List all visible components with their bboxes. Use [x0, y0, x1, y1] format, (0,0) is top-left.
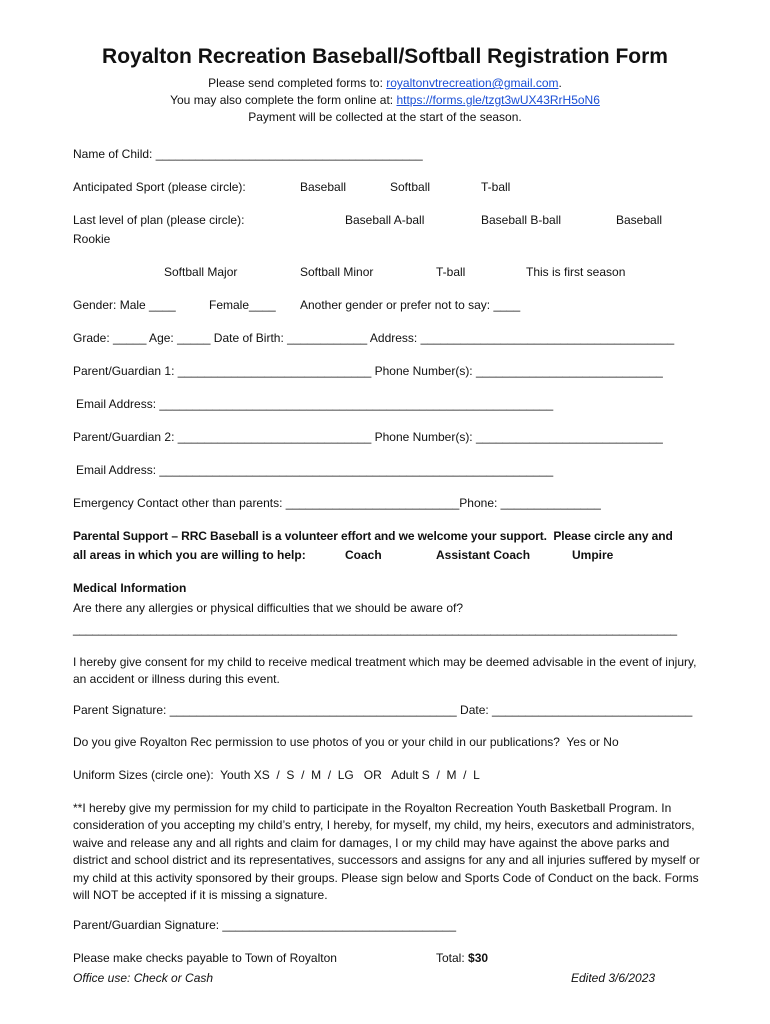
send-prefix: Please send completed forms to: [208, 76, 387, 90]
name-of-child-field[interactable]: Name of Child: ________________________________________ [73, 147, 423, 161]
total-label: Total: [436, 951, 469, 965]
email1-line[interactable]: Email Address: ___________________________________________________________ [76, 397, 554, 411]
emergency-contact-line[interactable]: Emergency Contact other than parents: __________________________Phone: _______________ [73, 496, 601, 510]
level-option-first-season[interactable]: This is first season [526, 265, 626, 279]
total [436, 951, 488, 966]
medical-consent: I hereby give consent for my child to receive medical treatment which may be deemed advisable in the event of injury, an accident or illness during this event. [73, 655, 697, 687]
gender-male-field[interactable]: Gender: Male ____ [73, 298, 176, 312]
level-option-softball-minor[interactable]: Softball Minor [300, 265, 374, 279]
support-option-assistant-coach[interactable]: Assistant Coach [436, 548, 531, 562]
medical-answer-line[interactable]: ______________________________________________________________________________________________ [73, 622, 677, 636]
level-option-baseball[interactable]: Baseball [616, 213, 663, 227]
online-prefix: You may also complete the form online at: [170, 93, 397, 107]
online-form-link[interactable]: https://forms.gle/tzgt3wUX43RrH5oN6 [396, 93, 600, 107]
parent2-line[interactable]: Parent/Guardian 2: _____________________________ Phone Number(s): ____________________________ [73, 430, 663, 444]
support-option-umpire[interactable]: Umpire [572, 548, 614, 562]
guardian-signature-line[interactable]: Parent/Guardian Signature: ___________________________________ [73, 918, 457, 932]
medical-question: Are there any allergies or physical difficulties that we should be aware of? [73, 601, 463, 615]
office-use: Office use: Check or Cash [73, 971, 214, 985]
edited-date: Edited 3/6/2023 [571, 971, 656, 985]
level-option-baseball-a[interactable]: Baseball A-ball [345, 213, 425, 227]
payment-note: Payment will be collected at the start of the season. [248, 110, 522, 124]
sport-option-tball[interactable]: T-ball [481, 180, 511, 194]
level-option-tball[interactable]: T-ball [436, 265, 466, 279]
parent-signature-line[interactable]: Parent Signature: ___________________________________________ Date: ______________________________ [73, 703, 693, 717]
online-line [0, 93, 770, 108]
parent1-line[interactable]: Parent/Guardian 1: _____________________________ Phone Number(s): ____________________________ [73, 364, 663, 378]
uniform-sizes[interactable]: Uniform Sizes (circle one): Youth XS / S / M / LG OR Adult S / M / L [73, 768, 480, 782]
medical-heading: Medical Information [73, 581, 187, 595]
grade-age-dob-address-line[interactable]: Grade: _____ Age: _____ Date of Birth: ____________ Address: ______________________________________ [73, 331, 675, 345]
gender-female-field[interactable]: Female____ [209, 298, 276, 312]
level-option-rookie[interactable]: Rookie [73, 232, 111, 246]
checks-payable: Please make checks payable to Town of Royalton [73, 951, 337, 965]
sport-option-baseball[interactable]: Baseball [300, 180, 347, 194]
form-title: Royalton Recreation Baseball/Softball Registration Form [102, 45, 668, 68]
sport-option-softball[interactable]: Softball [390, 180, 431, 194]
gender-other-field[interactable]: Another gender or prefer not to say: ____ [300, 298, 521, 312]
email-link[interactable]: royaltonvtrecreation@gmail.com [386, 76, 559, 90]
send-line [0, 76, 770, 91]
support-line-1: Parental Support – RRC Baseball is a volunteer effort and we welcome your support. Please circle any and [73, 529, 673, 543]
email2-line[interactable]: Email Address: ___________________________________________________________ [76, 463, 554, 477]
sport-label: Anticipated Sport (please circle): [73, 180, 246, 194]
photo-permission[interactable]: Do you give Royalton Rec permission to use photos of you or your child in our publications? Yes or No [73, 735, 619, 749]
level-label: Last level of plan (please circle): [73, 213, 245, 227]
total-value: $30 [468, 951, 489, 965]
waiver-text: **I hereby give my permission for my child to participate in the Royalton Recreation Youth Basketball Program. In consideration of you accepting my child’s entry, I hereby, for myself, my child, my heirs, executors and administrators, waive and release any and all rights and claim for damages, I or my child may have against the above parks and district and school district and its representatives, successors and assigns for any and all injuries suffered by myself or my child at this activity sponsored by their groups. Please sign below and Sports Code of Conduct on the back. Forms will NOT be accepted if it is missing a signature. [73, 801, 700, 903]
send-suffix: . [558, 76, 562, 90]
support-line-2: all areas in which you are willing to help: [73, 548, 306, 562]
support-option-coach[interactable]: Coach [345, 548, 382, 562]
level-option-baseball-b[interactable]: Baseball B-ball [481, 213, 562, 227]
level-option-softball-major[interactable]: Softball Major [164, 265, 238, 279]
